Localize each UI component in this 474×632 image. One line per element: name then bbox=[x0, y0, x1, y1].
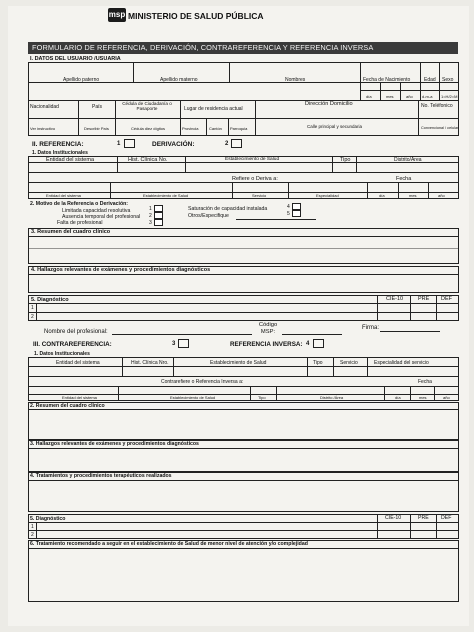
s3-tratamiento-recomendado-box[interactable] bbox=[28, 540, 459, 602]
col-def: DEF bbox=[441, 296, 452, 302]
motivo-2-number: 2 bbox=[149, 213, 152, 219]
label-dia: día bbox=[366, 94, 372, 99]
s3-sub-entidad: Entidad del sistema bbox=[62, 395, 97, 400]
referencia-inversa-label: REFERENCIA INVERSA: bbox=[230, 341, 303, 348]
contrareferencia-checkbox[interactable] bbox=[178, 339, 189, 348]
label-nacionalidad: Nacionalidad bbox=[30, 104, 59, 110]
col-distrito: Distrito/Área bbox=[394, 157, 422, 163]
label-mes: mes bbox=[386, 94, 394, 99]
s3-hallazgos-title: 3. Hallazgos relevantes de exámenes y procedimientos diagnósticos bbox=[30, 441, 199, 447]
motivo-5-number: 5 bbox=[287, 211, 290, 217]
fecha-label: Fecha bbox=[396, 176, 412, 182]
s3-col-def: DEF bbox=[441, 515, 452, 521]
nombre-profesional-line[interactable] bbox=[112, 334, 252, 335]
s3-sub-dia: día bbox=[395, 395, 401, 400]
s3-diagnostico-title: 5. Diagnóstico bbox=[30, 516, 66, 522]
s3-sub-distrito: Distrito /Área bbox=[320, 395, 344, 400]
s3-col-cie10: CIE-10 bbox=[385, 515, 402, 521]
s3-col-especialidad: Especialidad del servicio bbox=[374, 360, 429, 366]
sub-dia: día bbox=[379, 193, 385, 198]
referencia-inversa-checkbox[interactable] bbox=[313, 339, 324, 348]
label-canton: Cantón bbox=[209, 126, 222, 131]
label-apellido-paterno: Apellido paterno bbox=[63, 77, 100, 83]
codigo-msp-label: Código MSP: bbox=[258, 322, 278, 335]
motivo-1-number: 1 bbox=[149, 206, 152, 212]
resumen-title: 3. Resumen del cuadro clínico bbox=[31, 229, 111, 235]
form-title: FORMULARIO DE REFERENCIA, DERIVACIÓN, CONTRAREFERENCIA Y REFERENCIA INVERSA bbox=[32, 43, 374, 52]
s3-col-servicio: Servicio bbox=[340, 360, 358, 366]
contrarefiere-label: Contrarefiere o Referencia Inversa a: bbox=[161, 379, 244, 385]
referencia-label: II. REFERENCIA: bbox=[32, 141, 84, 148]
firma-line[interactable] bbox=[380, 331, 440, 332]
referencia-inversa-number: 4 bbox=[306, 341, 310, 347]
nombre-profesional-label: Nombre del profesional: bbox=[44, 329, 108, 335]
referencia-checkbox[interactable] bbox=[124, 139, 135, 148]
s3-col-establecimiento: Establecimiento de Salud bbox=[210, 360, 267, 366]
label-provincia: Provincia bbox=[182, 126, 199, 131]
diagnostico-title: 5. Diagnóstico bbox=[31, 297, 69, 303]
form-title-bar bbox=[28, 42, 458, 54]
label-sexo: Sexo bbox=[442, 77, 454, 83]
contrareferencia-number: 3 bbox=[172, 341, 176, 347]
col-pre: PRE bbox=[418, 296, 430, 302]
col-entidad: Entidad del sistema bbox=[46, 157, 94, 163]
label-direccion: Dirección Domicilio bbox=[305, 101, 353, 107]
motivo-2-checkbox[interactable] bbox=[154, 212, 163, 219]
section-1-title: I. DATOS DEL USUARIO /USUARIA bbox=[30, 56, 121, 62]
label-apellido-materno: Apellido materno bbox=[160, 77, 198, 83]
s3-col-tipo: Tipo bbox=[313, 360, 323, 366]
firma-label: Firma: bbox=[362, 325, 379, 331]
user-data-table bbox=[28, 62, 459, 136]
ministry-name: MINISTERIO DE SALUD PÚBLICA bbox=[128, 11, 264, 21]
sub-servicio: Servicio bbox=[252, 193, 267, 198]
motivo-4-number: 4 bbox=[287, 204, 290, 210]
motivo-1: Limitada capacidad resolutiva bbox=[62, 208, 131, 214]
otros-line[interactable] bbox=[236, 219, 316, 220]
label-cedula: Cédula de Ciudadanía o Pasaporte bbox=[122, 101, 172, 111]
sub-mes: mes bbox=[409, 193, 417, 198]
codigo-msp-line[interactable] bbox=[282, 334, 342, 335]
sub-anio: año bbox=[438, 193, 445, 198]
diag-row-2-number: 2 bbox=[31, 314, 34, 320]
label-convencional: Convencional / celular bbox=[421, 126, 459, 130]
motivo-5: Otros/Especifique bbox=[188, 213, 229, 219]
motivo-2: Ausencia temporal del profesional bbox=[62, 214, 141, 220]
label-pais: País bbox=[92, 104, 103, 110]
s3-sub-anio: año bbox=[443, 395, 450, 400]
label-parroquia: Parroquia bbox=[230, 126, 248, 131]
s3-tratamiento-recomendado-title: 6. Tratamiento recomendado a seguir en el establecimiento de Salud de menor nivel de atención y/o complejidad bbox=[30, 541, 308, 547]
s3-col-entidad: Entidad del sistema bbox=[56, 360, 100, 366]
s3-datos-institucionales-title: 1. Datos Institucionales bbox=[34, 351, 90, 357]
sub-entidad: Entidad del sistema bbox=[46, 193, 81, 198]
label-lugar-residencia: Lugar de residencia actual bbox=[184, 106, 243, 112]
refiere-label: Refiere o Deriva a: bbox=[232, 176, 278, 182]
derivacion-label: DERIVACIÓN: bbox=[152, 141, 195, 148]
label-sexo-units: 1=H/2=M bbox=[441, 94, 458, 99]
s3-fecha-label: Fecha bbox=[418, 379, 432, 385]
motivo-3: Falta de profesional bbox=[57, 220, 103, 226]
s3-sub-establecimiento: Establecimiento de Salud bbox=[170, 395, 216, 400]
hallazgos-title: 4. Hallazgos relevantes de exámenes y procedimientos diagnósticos bbox=[31, 267, 211, 273]
label-anio: año bbox=[406, 94, 413, 99]
referencia-number: 1 bbox=[117, 141, 121, 147]
col-establecimiento: Establecimiento de Salud bbox=[225, 157, 280, 162]
motivo-title: 2. Motivo de la Referencia o Derivación: bbox=[30, 201, 129, 207]
label-telefono: No. Teléfonico bbox=[421, 103, 453, 109]
col-cie10: CIE-10 bbox=[386, 296, 404, 302]
s3-tratamientos-title: 4. Tratamientos y procedimientos terapéuticos realizados bbox=[30, 473, 172, 479]
diag-row-1-number: 1 bbox=[31, 305, 34, 311]
s3-col-pre: PRE bbox=[418, 515, 429, 521]
s3-sub-mes: mes bbox=[419, 395, 427, 400]
motivo-4-checkbox[interactable] bbox=[292, 203, 301, 210]
label-ver-instructivo: Ver instructivo bbox=[30, 126, 56, 131]
sub-establecimiento: Establecimiento de Salud bbox=[143, 193, 189, 198]
label-describir-pais: Describir País bbox=[84, 126, 109, 131]
label-calle: Calle principal y secundaria bbox=[307, 124, 363, 129]
label-edad: Edad bbox=[424, 77, 436, 83]
label-fecha-nacimiento: Fecha de Nacimiento bbox=[363, 77, 411, 83]
motivo-5-checkbox[interactable] bbox=[292, 210, 301, 217]
label-cedula-digitos: Cédula diez dígitos bbox=[131, 126, 166, 131]
s3-resumen-title: 2. Resumen del cuadro clínico bbox=[30, 403, 105, 409]
motivo-3-number: 3 bbox=[149, 220, 152, 226]
s3-sub-tipo: Tipo bbox=[258, 395, 266, 400]
msp-logo: msp bbox=[108, 8, 126, 22]
contrareferencia-label: III. CONTRAREFERENCIA: bbox=[33, 341, 112, 348]
sub-especialidad: Especialidad bbox=[316, 193, 339, 198]
s3-diag-row-1-number: 1 bbox=[31, 524, 34, 530]
label-nombres: Nombres bbox=[285, 77, 306, 83]
motivo-3-checkbox[interactable] bbox=[154, 219, 163, 226]
datos-institucionales-title: 1. Datos Institucionales bbox=[32, 150, 88, 156]
s3-col-hist-clinica: Hist. Clínica Nro. bbox=[131, 360, 169, 366]
motivo-4: Saturación de capacidad instalada bbox=[188, 206, 268, 212]
derivacion-number: 2 bbox=[225, 141, 229, 147]
col-tipo: Tipo bbox=[340, 157, 351, 163]
motivo-1-checkbox[interactable] bbox=[154, 205, 163, 212]
derivacion-checkbox[interactable] bbox=[231, 139, 242, 148]
col-hist-clinica: Hist. Clínica No. bbox=[128, 157, 168, 163]
s3-diag-row-2-number: 2 bbox=[31, 532, 34, 538]
label-edad-units: d-m-a bbox=[422, 94, 433, 99]
